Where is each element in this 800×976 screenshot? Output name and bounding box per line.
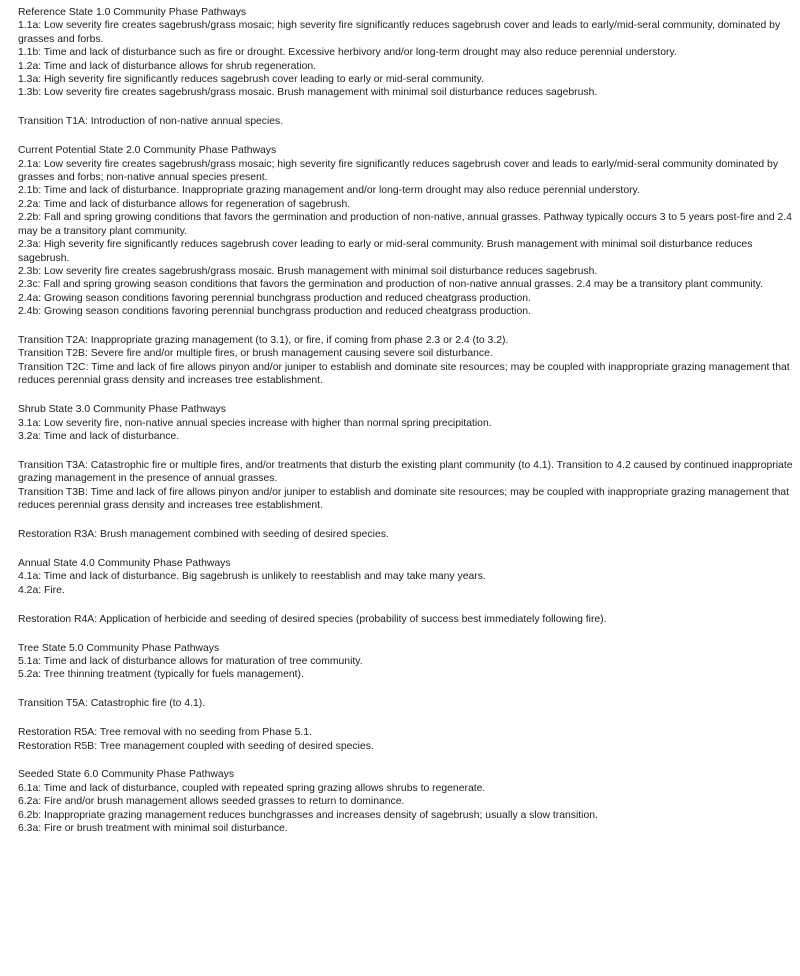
text-section [18,144,794,318]
text-line: 6.1a: Time and lack of disturbance, coupled with repeated spring grazing allows shrubs to regenerate. [18,782,486,794]
text-line: 6.2b: Inappropriate grazing management reduces bunchgrasses and increases density of sagebrush; usually a slow transition. [18,809,598,821]
text-line: Transition T3A: Catastrophic fire or multiple fires, and/or treatments that disturb the existing plant community (to 4.1). Transition to 4.2 caused by continued inappropriate grazing management in the presence of annual grasses. [18,459,793,485]
text-line: 3.2a: Time and lack of disturbance. [18,430,180,442]
text-section [18,768,794,835]
text-line: 2.1a: Low severity fire creates sagebrush/grass mosaic; high severity fire significantly reduces sagebrush cover and leads to early/mid-seral community dominated by grasses and forbs; non-native annual species present. [18,158,779,184]
text-line: 3.1a: Low severity fire, non-native annual species increase with higher than normal spring precipitation. [18,417,492,429]
text-line: 1.2a: Time and lack of disturbance allows for shrub regeneration. [18,60,317,72]
text-section [18,613,794,626]
text-line: 2.2a: Time and lack of disturbance allows for regeneration of sagebrush. [18,198,351,210]
text-line: Annual State 4.0 Community Phase Pathways [18,557,231,569]
text-line: Restoration R4A: Application of herbicide and seeding of desired species (probability of success best immediately following fire). [18,613,607,625]
text-section [18,528,794,541]
text-line: 2.1b: Time and lack of disturbance. Inappropriate grazing management and/or long-term drought may also reduce perennial understory. [18,185,640,197]
text-section [18,697,794,710]
text-line: 6.2a: Fire and/or brush management allows seeded grasses to return to dominance. [18,796,405,808]
text-line: Current Potential State 2.0 Community Phase Pathways [18,145,277,157]
text-section [18,642,794,682]
text-line: 1.1b: Time and lack of disturbance such as fire or drought. Excessive herbivory and/or long-term drought may also reduce perennial understory. [18,47,677,59]
text-section [18,459,794,513]
text-line: Reference State 1.0 Community Phase Pathways [18,7,247,18]
text-section [18,557,794,597]
text-line: 2.3b: Low severity fire creates sagebrush/grass mosaic. Brush management with minimal soil disturbance reduces sagebrush. [18,265,598,277]
text-line: Transition T2A: Inappropriate grazing management (to 3.1), or fire, if coming from phase 2.3 or 2.4 (to 3.2). [18,335,509,347]
text-section [18,726,794,753]
text-line: Restoration R3A: Brush management combined with seeding of desired species. [18,529,389,540]
text-line: 1.3a: High severity fire significantly reduces sagebrush cover leading to early or mid-seral community. [18,74,484,86]
text-line: 5.2a: Tree thinning treatment (typically for fuels management). [18,669,304,681]
text-section [18,334,794,388]
text-line: Transition T1A: Introduction of non-native annual species. [18,116,284,128]
text-line: Seeded State 6.0 Community Phase Pathways [18,769,235,781]
text-line: 1.3b: Low severity fire creates sagebrush/grass mosaic. Brush management with minimal soil disturbance reduces sagebrush. [18,87,598,99]
text-line: 2.3a: High severity fire significantly reduces sagebrush cover leading to early or mid-seral community. Brush management with minimal soil disturbance reduces sagebrush. [18,239,753,264]
text-line: Transition T2B: Severe fire and/or multiple fires, or brush management causing severe soil disturbance. [18,348,493,360]
text-line: Restoration R5A: Tree removal with no seeding from Phase 5.1. [18,727,312,739]
text-line: Transition T5A: Catastrophic fire (to 4.1). [18,698,206,710]
text-section [18,115,794,128]
text-section [18,6,794,100]
text-line: Restoration R5B: Tree management coupled with seeding of desired species. [18,740,374,752]
text-line: 1.1a: Low severity fire creates sagebrush/grass mosaic; high severity fire significantly reduces sagebrush cover and leads to early/mid-seral community, dominated by grasses and forbs. [18,20,781,45]
text-section [18,403,794,443]
text-line: 6.3a: Fire or brush treatment with minimal soil disturbance. [18,823,288,835]
text-line: 2.2b: Fall and spring growing conditions that favors the germination and production of non-native, annual grasses. Pathway typically occurs 3 to 5 years post-fire and 2.4 may be a transitory plant community. [18,212,792,237]
text-line: Tree State 5.0 Community Phase Pathways [18,642,220,654]
document-body [18,6,794,851]
text-line: 2.4a: Growing season conditions favoring perennial bunchgrass production and reduced cheatgrass production. [18,292,531,304]
text-line: Shrub State 3.0 Community Phase Pathways [18,404,226,416]
text-line: 5.1a: Time and lack of disturbance allows for maturation of tree community. [18,655,363,667]
text-line: 2.4b: Growing season conditions favoring perennial bunchgrass production and reduced cheatgrass production. [18,306,531,318]
text-line: 2.3c: Fall and spring growing season conditions that favors the germination and production of non-native annual grasses. 2.4 may be a transitory plant community. [18,279,763,291]
text-line: 4.2a: Fire. [18,584,65,596]
text-line: 4.1a: Time and lack of disturbance. Big sagebrush is unlikely to reestablish and may take many years. [18,571,486,583]
text-line: Transition T2C: Time and lack of fire allows pinyon and/or juniper to establish and dominate site resources; may be coupled with inappropriate grazing management that reduces perennial grass density and increases tree establishment. [18,361,790,387]
text-line: Transition T3B: Time and lack of fire allows pinyon and/or juniper to establish and dominate site resources; may be coupled with inappropriate grazing management that reduces perennial grass density and increases tree establishment. [18,486,790,512]
